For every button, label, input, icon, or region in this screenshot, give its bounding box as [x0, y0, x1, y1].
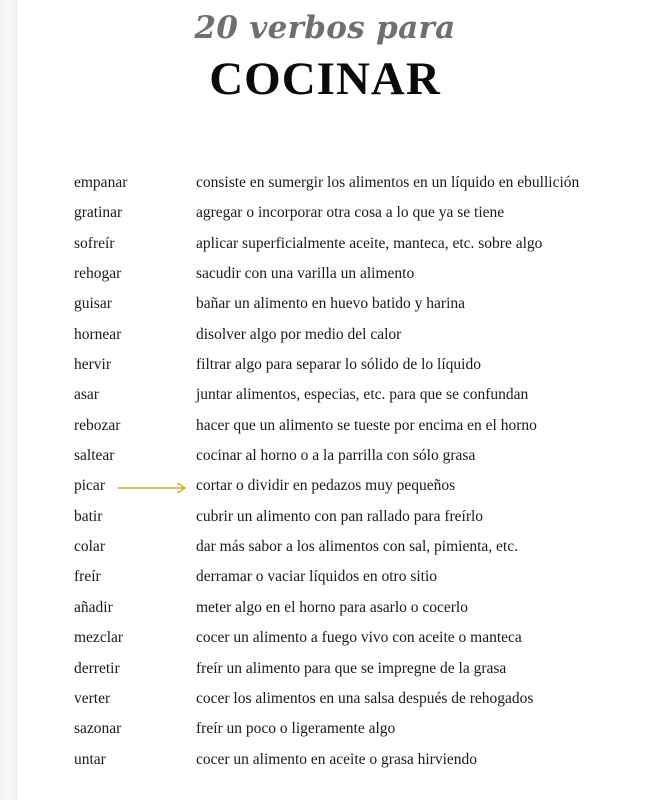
list-item: [0, 532, 650, 562]
verb-term: mezclar: [74, 629, 124, 647]
verb-meaning: cubrir un alimento con pan rallado para freírlo: [196, 507, 484, 525]
verb-meaning: filtrar algo para separar lo sólido de lo líquido: [196, 356, 481, 374]
verb-list: [0, 168, 650, 775]
verb-meaning: dar más sabor a los alimentos con sal, pimienta, etc.: [196, 538, 518, 556]
list-item: [0, 229, 650, 259]
list-item: [0, 623, 650, 653]
list-item: [0, 198, 650, 228]
verb-term: sofreír: [74, 234, 115, 252]
verb-meaning: juntar alimentos, especias, etc. para que se confundan: [196, 386, 529, 404]
verb-term: rehogar: [74, 265, 122, 283]
list-item: [0, 593, 650, 623]
list-item: [0, 350, 650, 380]
verb-term: picar: [74, 477, 105, 495]
verb-term: asar: [74, 386, 99, 404]
list-item: [0, 714, 650, 744]
list-item: [0, 562, 650, 592]
verb-term: añadir: [74, 598, 113, 616]
verb-term: derretir: [74, 659, 120, 677]
list-item: [0, 411, 650, 441]
verb-meaning: cocer un alimento en aceite o grasa hirviendo: [196, 750, 478, 768]
verb-meaning: cocer un alimento a fuego vivo con aceite o manteca: [196, 629, 522, 647]
verb-term: hornear: [74, 325, 122, 343]
verb-meaning: derramar o vaciar líquidos en otro sitio: [196, 568, 438, 586]
verb-meaning: hacer que un alimento se tueste por encima en el horno: [196, 416, 537, 434]
list-item: [0, 684, 650, 714]
verb-term: hervir: [74, 356, 112, 374]
verb-term: freír: [74, 568, 101, 586]
verb-term: rebozar: [74, 416, 121, 434]
verb-meaning: meter algo en el horno para asarlo o cocerlo: [196, 598, 468, 616]
verb-meaning: disolver algo por medio del calor: [196, 325, 402, 343]
list-item: [0, 441, 650, 471]
verb-meaning: cocinar al horno o a la parrilla con sólo grasa: [196, 447, 476, 465]
verb-meaning: freír un alimento para que se impregne de la grasa: [196, 659, 507, 677]
verb-term: verter: [74, 689, 111, 707]
verb-meaning: consiste en sumergir los alimentos en un líquido en ebullición: [196, 174, 580, 191]
verb-term: guisar: [74, 295, 112, 313]
list-item: [0, 502, 650, 532]
verb-meaning: cocer los alimentos en una salsa después de rehogados: [196, 689, 534, 707]
verb-term: gratinar: [74, 204, 123, 222]
verb-term: saltear: [74, 447, 115, 465]
page-title: COCINAR: [209, 53, 441, 105]
verb-meaning: freír un poco o ligeramente algo: [196, 720, 396, 738]
verb-meaning: aplicar superficialmente aceite, manteca, etc. sobre algo: [196, 234, 543, 252]
verb-term: untar: [74, 750, 106, 768]
list-item: [0, 654, 650, 684]
verb-meaning: cortar o dividir en pedazos muy pequeños: [196, 477, 456, 495]
list-item: [0, 320, 650, 350]
list-item: [0, 289, 650, 319]
verb-meaning: bañar un alimento en huevo batido y harina: [196, 295, 466, 313]
list-item: [0, 745, 650, 775]
verb-term: colar: [74, 538, 105, 556]
verb-meaning: sacudir con una varilla un alimento: [196, 265, 415, 283]
verb-term: sazonar: [74, 720, 122, 738]
list-item: [0, 168, 650, 198]
list-item: [0, 380, 650, 410]
list-item: [0, 259, 650, 289]
verb-meaning: agregar o incorporar otra cosa a lo que ya se tiene: [196, 204, 505, 222]
title-subheading: 20 verbos para: [194, 10, 456, 46]
verb-term: batir: [74, 507, 103, 525]
verb-term: empanar: [74, 174, 128, 191]
arrow-right-icon: [118, 482, 188, 494]
list-item: [0, 471, 650, 501]
